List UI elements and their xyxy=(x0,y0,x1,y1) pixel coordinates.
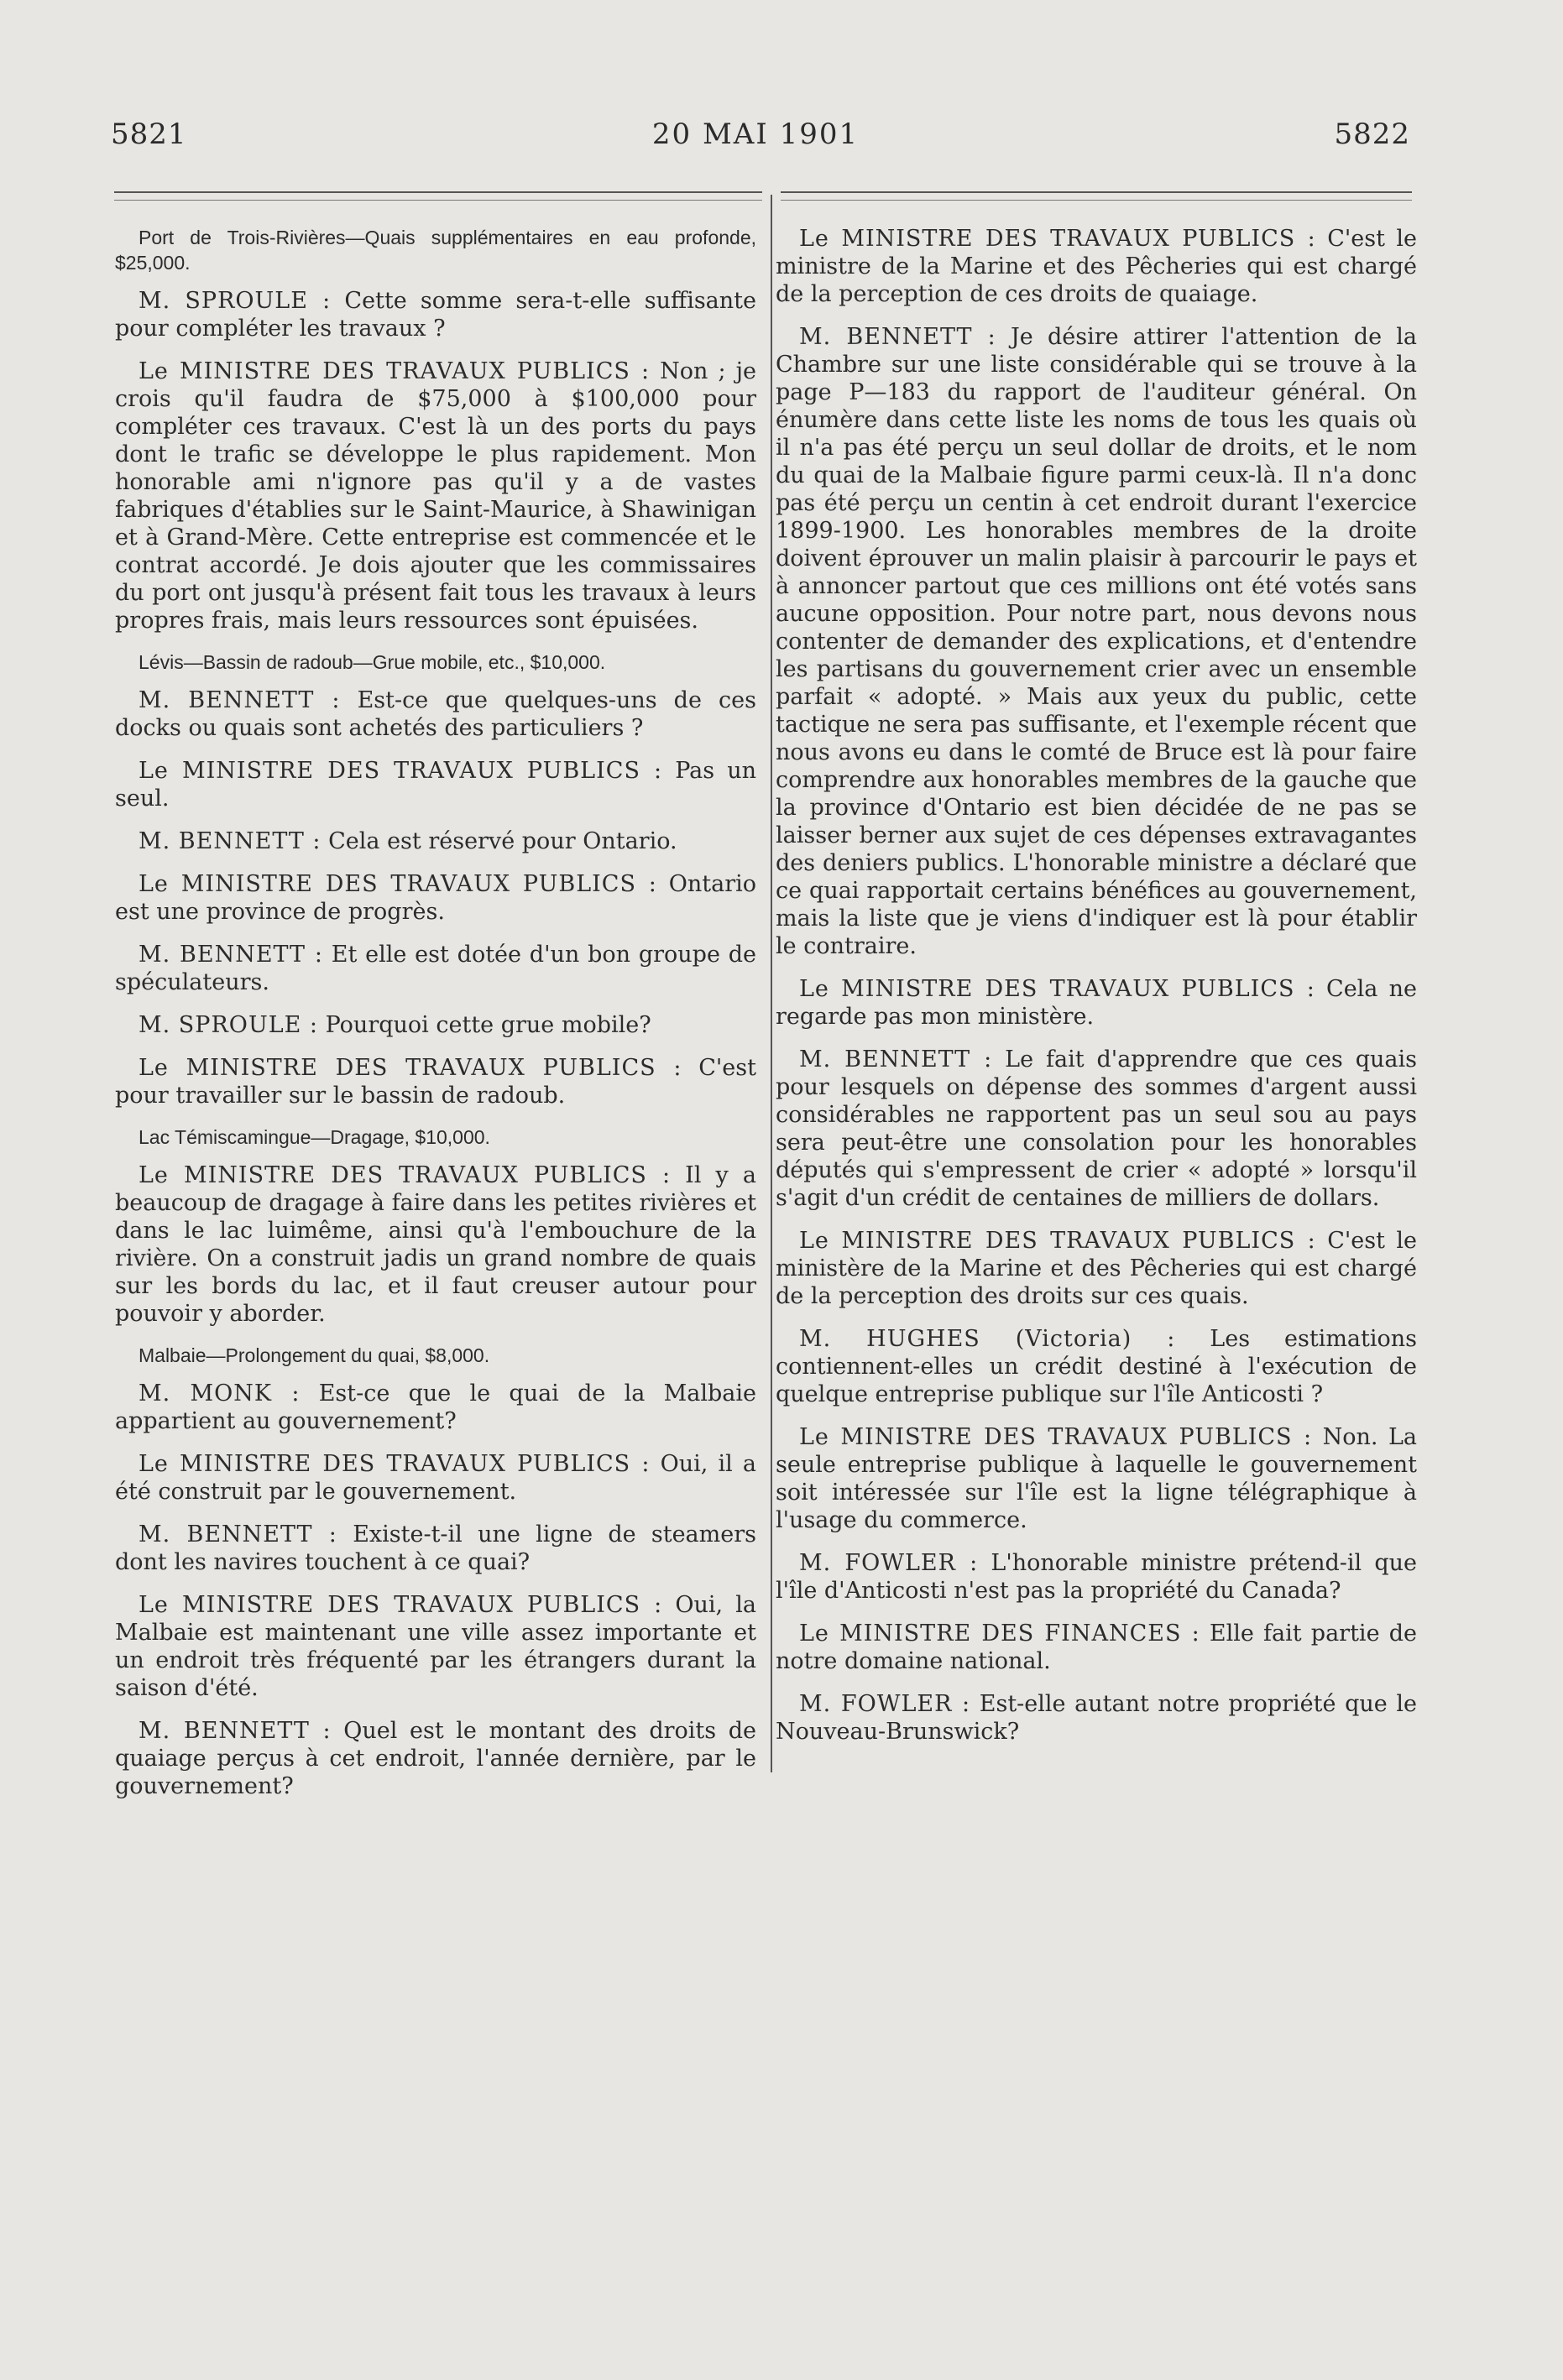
speech-text: C'est pour travailler sur le bassin de radoub. xyxy=(115,1055,756,1109)
speech-paragraph xyxy=(115,287,756,342)
speech-paragraph xyxy=(115,686,756,742)
speech-paragraph xyxy=(776,1549,1417,1605)
speaker-name: M. HUGHES (Victoria) : xyxy=(799,1326,1176,1352)
speaker-name: Le MINISTRE DES TRAVAUX PUBLICS : xyxy=(139,758,663,784)
speaker-name: Le MINISTRE DES TRAVAUX PUBLICS : xyxy=(139,1055,682,1081)
speaker-name: M. SPROULE : xyxy=(139,288,332,314)
speaker-name: Le MINISTRE DES TRAVAUX PUBLICS : xyxy=(139,1592,663,1618)
speaker-name: M. BENNETT : xyxy=(799,324,996,350)
speaker-name: Le MINISTRE DES TRAVAUX PUBLICS : xyxy=(139,1451,651,1477)
left-column xyxy=(115,225,756,1815)
speech-text: Ontario est une province de progrès. xyxy=(115,871,756,925)
speech-text: Cela ne regarde pas mon ministère. xyxy=(776,976,1418,1030)
speech-paragraph xyxy=(776,1620,1417,1675)
speaker-name: M. BENNETT : xyxy=(139,942,323,968)
speech-paragraph xyxy=(115,941,756,996)
header-rule2-left xyxy=(114,200,762,201)
speech-text: C'est le ministre de la Marine et des Pêcheries qui est chargé de la perception de ces droits de quaiage. xyxy=(776,226,1417,307)
header-rule-right xyxy=(781,191,1412,193)
speech-paragraph xyxy=(115,1591,756,1702)
speaker-name: M. BENNETT : xyxy=(139,1718,332,1744)
speech-text: Cela est réservé pour Ontario. xyxy=(321,828,677,854)
speech-paragraph xyxy=(115,1450,756,1506)
speech-text: Est-ce que le quai de la Malbaie appartient au gouvernement? xyxy=(115,1381,756,1434)
speaker-name: M. BENNETT : xyxy=(139,687,341,713)
speech-paragraph xyxy=(115,827,756,855)
speech-text: Quel est le montant des droits de quaiage perçus à cet endroit, l'année dernière, par le gouvernement? xyxy=(115,1718,756,1799)
speech-text: Pourquoi cette grue mobile? xyxy=(318,1012,651,1038)
speech-paragraph xyxy=(776,975,1417,1031)
speech-paragraph xyxy=(776,1690,1417,1746)
speech-paragraph xyxy=(115,358,756,634)
section-heading: Malbaie—Prolongement du quai, $8,000. xyxy=(139,1344,490,1366)
speech-text: L'honorable ministre prétend-il que l'île d'Anticosti n'est pas la propriété du Canada? xyxy=(776,1550,1417,1604)
speech-paragraph xyxy=(115,1161,756,1328)
speech-paragraph xyxy=(115,1521,756,1576)
speech-text: Cette somme sera-t-elle suffisante pour compléter les travaux ? xyxy=(115,288,756,342)
speaker-name: Le MINISTRE DES FINANCES : xyxy=(799,1621,1200,1647)
speech-text: C'est le ministère de la Marine et des Pêcheries qui est chargé de la perception des droits sur ces quais. xyxy=(776,1228,1417,1309)
speech-text: Je désire attirer l'attention de la Chambre sur une liste considérable qui se trouve à la page P—183 du rapport de l'auditeur général. On énumère dans cette liste les noms de tous les quais où il n'a pas été perçu un seul dollar de droits, et le nom du quai de la Malbaie figure parmi ceux-là. Il n'a donc pas été perçu un centin à cet endroit durant l'exercice 1899-1900. Les honorables membres de la droite doivent éprouver un malin plaisir à parcourir le pays et à annoncer partout que ces millions ont été votés sans aucune opposition. Pour notre part, nous devons nous contenter de demander des explications, et d'entendre les partisans du gouvernement crier avec un ensemble parfait « adopté. » Mais aux yeux du public, cette tactique ne sera pas suffisante, et l'exemple récent que nous avons eu dans le comté de Bruce est là pour faire comprendre aux honorables membres de la gauche que la province d'Ontario est bien décidée de ne pas se laisser berner aux sujet de ces dépenses extravagantes des deniers publics. L'honorable ministre a déclaré que ce quai rapportait certains bénéfices au gouvernement, mais la liste que je viens d'indiquer est là pour établir le contraire. xyxy=(776,324,1417,959)
right-column xyxy=(776,225,1417,1761)
speaker-name: M. FOWLER : xyxy=(799,1691,971,1717)
page-date: 20 MAI 1901 xyxy=(651,117,860,151)
section-heading: Lévis—Bassin de radoub—Grue mobile, etc., $10,000. xyxy=(139,651,606,673)
speaker-name: Le MINISTRE DES TRAVAUX PUBLICS : xyxy=(139,1162,672,1188)
speech-text: Elle fait partie de notre domaine national. xyxy=(776,1621,1417,1674)
header-rule2-right xyxy=(781,200,1412,201)
speech-paragraph xyxy=(776,1227,1417,1310)
speech-text: Non. La seule entreprise publique à laquelle le gouvernement soit intéressée sur l'île est la ligne télégraphique à l'usage du commerce. xyxy=(776,1424,1418,1533)
speech-text: Le fait d'apprendre que ces quais pour lesquels on dépense des sommes d'argent aussi considérables ne rapportent pas un seul sou au pays sera peut-être une consolation pour les honorables députés qui s'empressent de crier « adopté » lorsqu'il s'agit d'un crédit de centaines de milliers de dollars. xyxy=(776,1046,1417,1211)
speech-text: Non ; je crois qu'il faudra de $75,000 à $100,000 pour compléter ces travaux. C'est là un des ports du pays dont le trafic se développe le plus rapidement. Mon honorable ami n'ignore pas qu'il y a de vastes fabriques d'établies sur le Saint-Maurice, à Shawinigan et à Grand-Mère. Cette entreprise est commencée et le contrat accordé. Je dois ajouter que les commissaires du port ont jusqu'à présent fait tous les travaux à leurs propres frais, mais leurs ressources sont épuisées. xyxy=(115,358,757,634)
speech-text: Existe-t-il une ligne de steamers dont les navires touchent à ce quai? xyxy=(115,1521,756,1575)
speaker-name: M. BENNETT : xyxy=(799,1046,993,1073)
speech-text: Et elle est dotée d'un bon groupe de spéculateurs. xyxy=(115,942,756,995)
speech-text: Oui, la Malbaie est maintenant une ville assez importante et un endroit très fréquenté par les étrangers durant la saison d'été. xyxy=(115,1592,756,1701)
speech-text: Les estimations contiennent-elles un crédit destiné à l'exécution de quelque entreprise publique sur l'île Anticosti ? xyxy=(776,1326,1418,1407)
speech-paragraph xyxy=(776,1325,1417,1408)
speech-paragraph xyxy=(115,870,756,926)
speaker-name: M. MONK : xyxy=(139,1381,301,1407)
speaker-name: Le MINISTRE DES TRAVAUX PUBLICS : xyxy=(799,226,1316,252)
page-number-right: 5822 xyxy=(1334,117,1410,151)
speaker-name: Le MINISTRE DES TRAVAUX PUBLICS : xyxy=(139,358,651,384)
page-number-left: 5821 xyxy=(111,117,187,151)
speech-paragraph xyxy=(776,1046,1417,1212)
section-heading: Lac Témiscamingue—Dragage, $10,000. xyxy=(139,1126,490,1148)
speech-paragraph xyxy=(115,1717,756,1800)
speech-text: Pas un seul. xyxy=(115,758,756,812)
speech-paragraph xyxy=(115,1011,756,1039)
speech-paragraph xyxy=(776,323,1417,960)
speaker-name: M. BENNETT : xyxy=(139,828,321,854)
speech-text: Est-ce que quelques-uns de ces docks ou quais sont achetés des particuliers ? xyxy=(115,687,756,741)
speaker-name: Le MINISTRE DES TRAVAUX PUBLICS : xyxy=(799,1228,1316,1254)
speaker-name: M. FOWLER : xyxy=(799,1550,979,1576)
speech-text: Oui, il a été construit par le gouvernement. xyxy=(115,1451,756,1505)
speaker-name: M. BENNETT : xyxy=(139,1521,337,1548)
header-rule-left xyxy=(114,191,762,193)
section-heading: Port de Trois-Rivières—Quais supplémentaires en eau profonde, $25,000. xyxy=(115,227,756,274)
speaker-name: M. SPROULE : xyxy=(139,1012,319,1038)
speech-paragraph xyxy=(115,1380,756,1435)
speaker-name: Le MINISTRE DES TRAVAUX PUBLICS : xyxy=(799,1424,1313,1450)
speaker-name: Le MINISTRE DES TRAVAUX PUBLICS : xyxy=(139,871,657,897)
speech-text: Il y a beaucoup de dragage à faire dans les petites rivières et dans le lac luimême, ainsi qu'à l'embouchure de la rivière. On a construit jadis un grand nombre de quais sur les bords du lac, et il faut creuser autour pour pouvoir y aborder. xyxy=(115,1162,756,1327)
speech-paragraph xyxy=(115,1054,756,1109)
speech-text: Est-elle autant notre propriété que le Nouveau-Brunswick? xyxy=(776,1691,1417,1745)
speaker-name: Le MINISTRE DES TRAVAUX PUBLICS : xyxy=(799,976,1315,1002)
speech-paragraph xyxy=(776,1423,1417,1534)
column-divider xyxy=(771,195,772,1772)
speech-paragraph xyxy=(776,225,1417,308)
speech-paragraph xyxy=(115,757,756,812)
